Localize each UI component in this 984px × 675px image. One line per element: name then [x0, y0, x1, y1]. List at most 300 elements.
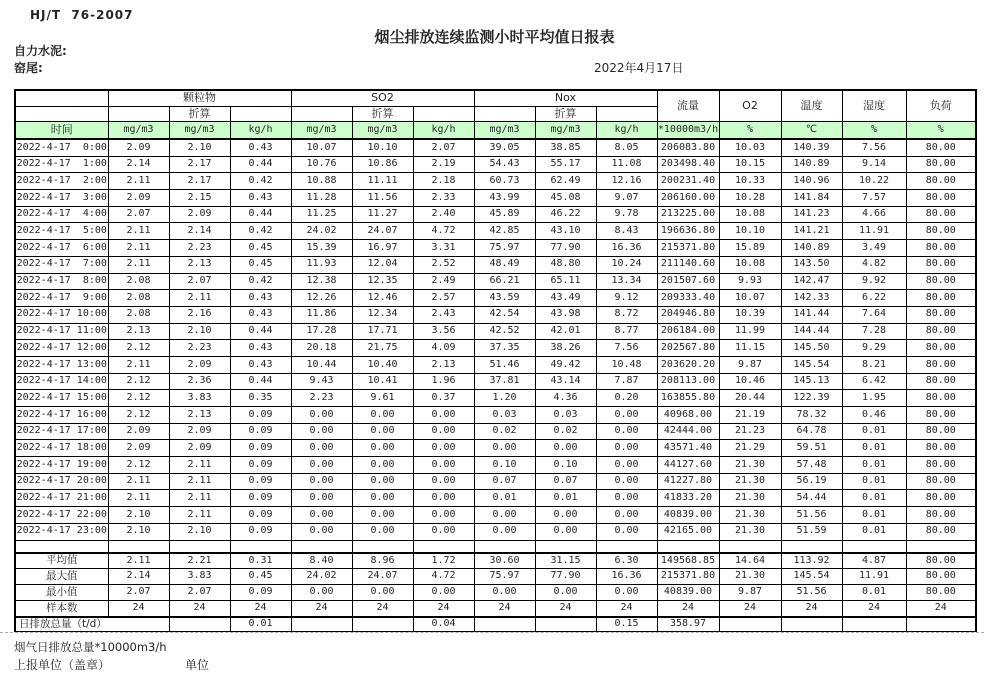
- cell: 0.46: [842, 407, 906, 424]
- cell: 42.54: [474, 306, 535, 323]
- cell: 24: [781, 600, 842, 616]
- cell: 0.00: [352, 523, 413, 540]
- cell: 37.81: [474, 373, 535, 390]
- cell: 9.29: [842, 340, 906, 357]
- cell: 2.11: [108, 173, 169, 190]
- cell: 51.46: [474, 356, 535, 373]
- cell: 64.78: [781, 423, 842, 440]
- column-header: 折算: [352, 106, 413, 122]
- cell: 0.00: [352, 423, 413, 440]
- cell: 202567.80: [657, 340, 719, 357]
- unit-cell: mg/m3: [535, 122, 596, 140]
- cell: 11.91: [842, 569, 906, 585]
- table-row: [15, 407, 976, 424]
- cell: 21.30: [719, 523, 781, 540]
- cell: 0.00: [596, 523, 657, 540]
- cell: 9.07: [596, 190, 657, 207]
- cell: 38.85: [535, 139, 596, 156]
- report-table-container: [14, 89, 977, 632]
- cell: 43.14: [535, 373, 596, 390]
- cell: 2.16: [169, 306, 230, 323]
- cell: 0.31: [230, 553, 291, 569]
- reporting-unit-label: 上报单位（盖章）: [14, 658, 111, 672]
- cell: 1.20: [474, 390, 535, 407]
- cell: 0.00: [596, 440, 657, 457]
- cell: [781, 617, 842, 632]
- cell: 43.49: [535, 290, 596, 307]
- cell: 2.12: [108, 390, 169, 407]
- cell: 0.00: [535, 585, 596, 601]
- cell: 21.30: [719, 490, 781, 507]
- cell: 0.10: [535, 457, 596, 474]
- cell: 0.01: [842, 473, 906, 490]
- cell: 80.00: [906, 523, 976, 540]
- cell: 2.33: [413, 190, 474, 207]
- cell: 206160.00: [657, 190, 719, 207]
- cell: 3.49: [842, 240, 906, 257]
- cell: 80.00: [906, 473, 976, 490]
- cell: 0.03: [474, 407, 535, 424]
- cell: 77.90: [535, 240, 596, 257]
- cell: 80.00: [906, 306, 976, 323]
- table-row: [15, 306, 976, 323]
- cell: [535, 617, 596, 632]
- unit-label: 单位: [185, 658, 210, 672]
- cell: [15, 106, 108, 122]
- cell: 80.00: [906, 223, 976, 240]
- cell: 2.14: [169, 223, 230, 240]
- cell: 21.19: [719, 407, 781, 424]
- daily-total-label: 日排放总量（t/d）: [15, 617, 169, 632]
- table-row: [15, 206, 976, 223]
- cell: 0.00: [474, 585, 535, 601]
- cell: 2.10: [108, 507, 169, 524]
- cell: 40839.00: [657, 585, 719, 601]
- cell: 0.44: [230, 206, 291, 223]
- cell: 43.10: [535, 223, 596, 240]
- cell: 2.13: [413, 356, 474, 373]
- cell: [169, 617, 230, 632]
- cell: 24: [596, 600, 657, 616]
- cell: [906, 617, 976, 632]
- cell: 2.11: [108, 256, 169, 273]
- cell: 0.00: [291, 490, 352, 507]
- stack-label: 窑尾:: [14, 61, 43, 75]
- cell: 80.00: [906, 139, 976, 156]
- cell: 80.00: [906, 569, 976, 585]
- cell: 0.44: [230, 156, 291, 173]
- cell: 10.88: [291, 173, 352, 190]
- row-time: 2022-4-17 2:00: [15, 173, 108, 190]
- cell: 41227.80: [657, 473, 719, 490]
- cell: 75.97: [474, 240, 535, 257]
- time-column-header: 时间: [15, 122, 108, 140]
- cell: 9.43: [291, 373, 352, 390]
- cell: 0.00: [352, 507, 413, 524]
- cell: 11.25: [291, 206, 352, 223]
- cell: 0.00: [291, 507, 352, 524]
- cell: 3.56: [413, 323, 474, 340]
- cell: 12.46: [352, 290, 413, 307]
- cell: 10.03: [719, 139, 781, 156]
- cell: 0.00: [596, 457, 657, 474]
- cell: 8.40: [291, 553, 352, 569]
- cell: 141.84: [781, 190, 842, 207]
- cell: 2.07: [169, 273, 230, 290]
- cell: 142.33: [781, 290, 842, 307]
- cell: 10.07: [719, 290, 781, 307]
- cell: 0.01: [842, 490, 906, 507]
- table-row: [15, 273, 976, 290]
- cell: 80.00: [906, 356, 976, 373]
- cell: [230, 106, 291, 122]
- cell: 122.39: [781, 390, 842, 407]
- row-time: 2022-4-17 12:00: [15, 340, 108, 357]
- cell: 16.36: [596, 240, 657, 257]
- cell: 140.89: [781, 156, 842, 173]
- row-time: 2022-4-17 1:00: [15, 156, 108, 173]
- company-label: 自力水泥:: [14, 44, 67, 58]
- cell: 17.71: [352, 323, 413, 340]
- cell: 208113.00: [657, 373, 719, 390]
- cell: 163855.80: [657, 390, 719, 407]
- corner-cell: [15, 90, 108, 106]
- cell: 0.09: [230, 423, 291, 440]
- cell: 12.16: [596, 173, 657, 190]
- cell: 10.08: [719, 206, 781, 223]
- unit-cell: %: [719, 122, 781, 140]
- cell: 0.09: [230, 507, 291, 524]
- cell: 10.76: [291, 156, 352, 173]
- cell: 80.00: [906, 507, 976, 524]
- cell: 21.30: [719, 457, 781, 474]
- cell: 2.57: [413, 290, 474, 307]
- cell: 0.00: [413, 473, 474, 490]
- cell: 0.45: [230, 240, 291, 257]
- cell: 142.47: [781, 273, 842, 290]
- cell: [352, 540, 413, 553]
- cell: 2.23: [169, 340, 230, 357]
- cell: [291, 540, 352, 553]
- cell: 7.56: [596, 340, 657, 357]
- cell: 2.07: [108, 206, 169, 223]
- unit-cell: *10000m3/h: [657, 122, 719, 140]
- cell: 56.19: [781, 473, 842, 490]
- cell: 0.01: [842, 523, 906, 540]
- cell: 0.00: [535, 523, 596, 540]
- report-date: 2022年4月17日: [594, 61, 684, 75]
- cell: 0.00: [413, 407, 474, 424]
- cell: 31.15: [535, 553, 596, 569]
- cell: 11.28: [291, 190, 352, 207]
- cell: 11.27: [352, 206, 413, 223]
- cell: 0.15: [596, 617, 657, 632]
- unit-cell: mg/m3: [291, 122, 352, 140]
- cell: [474, 540, 535, 553]
- unit-cell: mg/m3: [108, 122, 169, 140]
- cell: 20.18: [291, 340, 352, 357]
- cell: 80.00: [906, 553, 976, 569]
- cell: 2.23: [169, 240, 230, 257]
- cell: 7.87: [596, 373, 657, 390]
- cell: 8.96: [352, 553, 413, 569]
- cell: 2.14: [108, 569, 169, 585]
- unit-cell: mg/m3: [474, 122, 535, 140]
- cell: 11.86: [291, 306, 352, 323]
- cell: 80.00: [906, 256, 976, 273]
- column-header: 湿度: [842, 90, 906, 122]
- cell: 0.00: [291, 523, 352, 540]
- cell: 6.42: [842, 373, 906, 390]
- table-row: [15, 323, 976, 340]
- page-break-line: [0, 632, 984, 633]
- cell: 62.49: [535, 173, 596, 190]
- cell: 11.15: [719, 340, 781, 357]
- cell: 2.07: [169, 585, 230, 601]
- cell: 0.00: [474, 440, 535, 457]
- cell: 0.00: [535, 440, 596, 457]
- cell: 13.34: [596, 273, 657, 290]
- cell: 42444.00: [657, 423, 719, 440]
- cell: 2.09: [108, 440, 169, 457]
- summary-label: 样本数: [15, 600, 108, 616]
- cell: 12.04: [352, 256, 413, 273]
- table-row: [15, 173, 976, 190]
- cell: 0.00: [352, 473, 413, 490]
- cell: 0.42: [230, 173, 291, 190]
- cell: 44127.60: [657, 457, 719, 474]
- cell: 8.43: [596, 223, 657, 240]
- cell: 80.00: [906, 190, 976, 207]
- cell: 10.28: [719, 190, 781, 207]
- cell: 0.43: [230, 306, 291, 323]
- cell: 39.05: [474, 139, 535, 156]
- cell: 2.10: [169, 523, 230, 540]
- cell: 24: [108, 600, 169, 616]
- cell: 37.35: [474, 340, 535, 357]
- cell: 2.14: [108, 156, 169, 173]
- cell: 7.64: [842, 306, 906, 323]
- cell: 0.00: [474, 523, 535, 540]
- row-time: 2022-4-17 15:00: [15, 390, 108, 407]
- cell: 3.83: [169, 569, 230, 585]
- cell: 140.96: [781, 173, 842, 190]
- cell: 54.43: [474, 156, 535, 173]
- cell: 0.00: [413, 507, 474, 524]
- column-header: O2: [719, 90, 781, 122]
- cell: 42.52: [474, 323, 535, 340]
- report-table: [14, 89, 977, 632]
- cell: 11.08: [596, 156, 657, 173]
- cell: 80.00: [906, 206, 976, 223]
- cell: 80.00: [906, 290, 976, 307]
- cell: 24: [906, 600, 976, 616]
- cell: 24: [719, 600, 781, 616]
- cell: 0.00: [413, 423, 474, 440]
- table-row: [15, 340, 976, 357]
- cell: 4.09: [413, 340, 474, 357]
- cell: 10.46: [719, 373, 781, 390]
- cell: 141.44: [781, 306, 842, 323]
- cell: [596, 106, 657, 122]
- summary-row: [15, 569, 976, 585]
- summary-label: 最大值: [15, 569, 108, 585]
- cell: 80.00: [906, 440, 976, 457]
- cell: 10.39: [719, 306, 781, 323]
- cell: 206083.80: [657, 139, 719, 156]
- cell: 0.01: [842, 507, 906, 524]
- row-time: 2022-4-17 16:00: [15, 407, 108, 424]
- cell: 6.22: [842, 290, 906, 307]
- cell: 140.39: [781, 139, 842, 156]
- daily-total-row: [15, 617, 976, 632]
- cell: [719, 617, 781, 632]
- cell: 24: [535, 600, 596, 616]
- cell: 0.09: [230, 585, 291, 601]
- cell: 24: [474, 600, 535, 616]
- cell: 2.11: [108, 473, 169, 490]
- cell: 0.42: [230, 223, 291, 240]
- cell: 80.00: [906, 423, 976, 440]
- cell: 2.11: [169, 490, 230, 507]
- cell: 0.09: [230, 490, 291, 507]
- table-row: [15, 139, 976, 156]
- cell: 0.00: [291, 473, 352, 490]
- cell: [474, 617, 535, 632]
- cell: 2.43: [413, 306, 474, 323]
- cell: 0.00: [474, 507, 535, 524]
- cell: 2.11: [169, 473, 230, 490]
- cell: 2.19: [413, 156, 474, 173]
- cell: 7.56: [842, 139, 906, 156]
- cell: 2.13: [169, 407, 230, 424]
- cell: 2.15: [169, 190, 230, 207]
- cell: 24.07: [352, 569, 413, 585]
- cell: 0.45: [230, 569, 291, 585]
- cell: 0.00: [413, 457, 474, 474]
- cell: 4.72: [413, 569, 474, 585]
- cell: 0.35: [230, 390, 291, 407]
- cell: 45.08: [535, 190, 596, 207]
- table-row: [15, 440, 976, 457]
- cell: 20.44: [719, 390, 781, 407]
- column-header: 折算: [169, 106, 230, 122]
- cell: 80.00: [906, 240, 976, 257]
- cell: 46.22: [535, 206, 596, 223]
- cell: 57.48: [781, 457, 842, 474]
- cell: 2.11: [108, 223, 169, 240]
- cell: 14.64: [719, 553, 781, 569]
- cell: 7.28: [842, 323, 906, 340]
- cell: 8.05: [596, 139, 657, 156]
- cell: 80.00: [906, 407, 976, 424]
- cell: 10.40: [352, 356, 413, 373]
- cell: 0.00: [352, 490, 413, 507]
- table-row: [15, 523, 976, 540]
- cell: 12.35: [352, 273, 413, 290]
- summary-row: [15, 553, 976, 569]
- cell: 0.02: [474, 423, 535, 440]
- cell: 2.11: [108, 553, 169, 569]
- cell: 16.97: [352, 240, 413, 257]
- row-time: 2022-4-17 11:00: [15, 323, 108, 340]
- cell: 24: [352, 600, 413, 616]
- cell: 141.23: [781, 206, 842, 223]
- cell: 0.00: [596, 473, 657, 490]
- cell: 11.93: [291, 256, 352, 273]
- cell: 24.02: [291, 223, 352, 240]
- cell: 0.00: [596, 423, 657, 440]
- cell: 24: [413, 600, 474, 616]
- cell: 213225.00: [657, 206, 719, 223]
- cell: 10.33: [719, 173, 781, 190]
- cell: 9.93: [719, 273, 781, 290]
- cell: 24: [169, 600, 230, 616]
- row-time: 2022-4-17 18:00: [15, 440, 108, 457]
- cell: 8.21: [842, 356, 906, 373]
- cell: 24: [657, 600, 719, 616]
- table-row: [15, 373, 976, 390]
- cell: 2.36: [169, 373, 230, 390]
- cell: [657, 540, 719, 553]
- cell: [413, 106, 474, 122]
- cell: 12.26: [291, 290, 352, 307]
- table-row: [15, 240, 976, 257]
- cell: 0.00: [413, 585, 474, 601]
- table-row: [15, 156, 976, 173]
- cell: 43571.40: [657, 440, 719, 457]
- cell: 4.72: [413, 223, 474, 240]
- cell: 10.10: [719, 223, 781, 240]
- cell: 80.00: [906, 173, 976, 190]
- cell: 10.15: [719, 156, 781, 173]
- cell: 0.00: [596, 585, 657, 601]
- spacer-row: [15, 540, 976, 553]
- cell: 215371.80: [657, 569, 719, 585]
- cell: 21.30: [719, 507, 781, 524]
- column-header: Nox: [474, 90, 657, 106]
- cell: 2.11: [169, 507, 230, 524]
- cell: 0.07: [474, 473, 535, 490]
- cell: 80.00: [906, 323, 976, 340]
- cell: 2.09: [108, 423, 169, 440]
- cell: 24: [230, 600, 291, 616]
- cell: 24.07: [352, 223, 413, 240]
- cell: 0.43: [230, 190, 291, 207]
- cell: 2.13: [108, 323, 169, 340]
- cell: 2.11: [108, 240, 169, 257]
- summary-row: [15, 585, 976, 601]
- cell: 2.12: [108, 457, 169, 474]
- cell: 0.00: [291, 407, 352, 424]
- standard-code: HJ/T 76-2007: [30, 8, 134, 22]
- unit-cell: mg/m3: [352, 122, 413, 140]
- cell: 60.73: [474, 173, 535, 190]
- row-time: 2022-4-17 3:00: [15, 190, 108, 207]
- table-row: [15, 473, 976, 490]
- cell: 30.60: [474, 553, 535, 569]
- table-row: [15, 507, 976, 524]
- cell: 0.03: [535, 407, 596, 424]
- cell: 51.59: [781, 523, 842, 540]
- cell: [291, 106, 352, 122]
- cell: 149568.85: [657, 553, 719, 569]
- cell: 10.22: [842, 173, 906, 190]
- row-time: 2022-4-17 19:00: [15, 457, 108, 474]
- cell: 11.99: [719, 323, 781, 340]
- cell: 1.95: [842, 390, 906, 407]
- cell: 54.44: [781, 490, 842, 507]
